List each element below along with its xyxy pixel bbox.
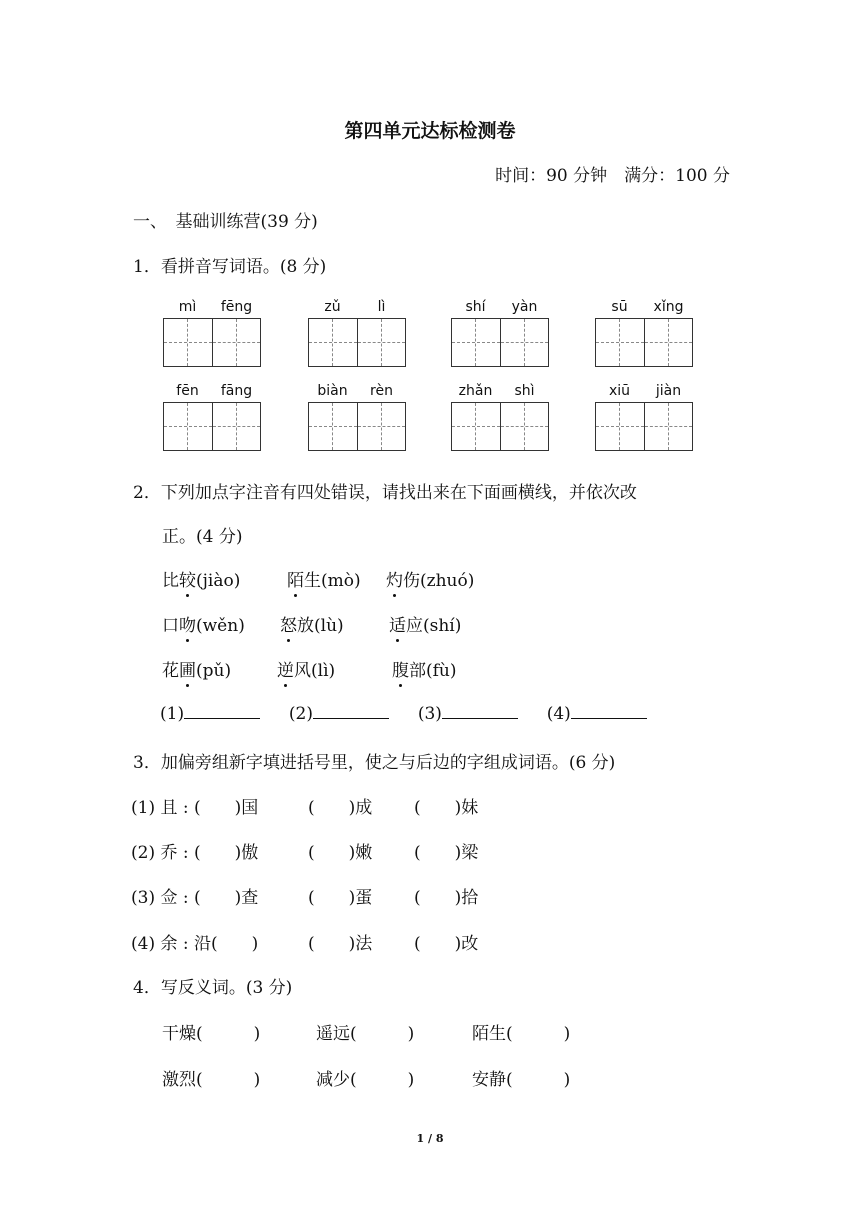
item-text: 伤(zhuó) [403, 571, 475, 591]
item-text: 口 [162, 616, 179, 636]
writing-boxes [595, 402, 693, 451]
pinyin-syllable: xiū [608, 383, 631, 399]
radical-item: ( )梁 [414, 843, 479, 863]
answer-blank[interactable] [313, 704, 389, 719]
pronunciation-item [287, 566, 361, 591]
answer-blank[interactable] [442, 704, 518, 719]
writing-boxes [308, 402, 406, 451]
radical-item: ( )成 [308, 798, 373, 818]
writing-cell[interactable] [212, 319, 260, 366]
pinyin-syllable: yàn [511, 299, 538, 315]
dotted-character: 圃 [179, 656, 196, 681]
pronunciation-item [162, 566, 240, 591]
radical-item: (1) 且 : ( )国 [131, 798, 259, 818]
radical-item: ( )法 [308, 934, 373, 954]
pronunciation-item [162, 656, 231, 681]
writing-cell[interactable] [309, 403, 357, 450]
section-heading: 一、 基础训练营(39 分) [133, 212, 318, 232]
dotted-character: 腹 [392, 656, 409, 681]
pronunciation-item [162, 611, 245, 636]
pinyin-syllable: jiàn [655, 383, 682, 399]
pronunciation-item [277, 656, 335, 681]
writing-boxes [595, 318, 693, 367]
page-title: 第四单元达标检测卷 [344, 120, 516, 142]
item-text: (jiào) [196, 571, 241, 591]
pinyin-syllable: fēn [176, 383, 199, 399]
antonym-item: 陌生( ) [472, 1024, 571, 1044]
pinyin-syllable: shì [514, 383, 535, 399]
radical-item: ( )嫩 [308, 843, 373, 863]
radical-item: ( )蛋 [308, 888, 373, 908]
writing-boxes [163, 318, 261, 367]
dotted-character: 灼 [386, 566, 403, 591]
pinyin-syllable: mì [178, 299, 197, 315]
antonym-item: 干燥( ) [162, 1024, 261, 1044]
item-text: 放(lù) [297, 616, 344, 636]
writing-cell[interactable] [644, 319, 692, 366]
writing-cell[interactable] [357, 403, 405, 450]
dotted-character: 怒 [280, 611, 297, 636]
writing-cell[interactable] [212, 403, 260, 450]
pinyin-syllable: zǔ [324, 299, 341, 315]
item-text: 应(shí) [406, 616, 462, 636]
pinyin-syllable: lì [377, 299, 386, 315]
pinyin-syllable: shí [465, 299, 486, 315]
radical-item: ( )妹 [414, 798, 479, 818]
pinyin-syllable: fāng [220, 383, 253, 399]
writing-boxes [163, 402, 261, 451]
radical-item: ( )改 [414, 934, 479, 954]
pinyin-syllable: fēng [220, 299, 253, 315]
dotted-character: 吻 [179, 611, 196, 636]
blank-label: (1) [160, 704, 185, 724]
pronunciation-item [392, 656, 457, 681]
pronunciation-item [280, 611, 344, 636]
dotted-character: 较 [179, 566, 196, 591]
pinyin-syllable: rèn [370, 383, 393, 399]
question-2-label-cont: 正。(4 分) [162, 527, 243, 547]
blank-label: (4) [546, 704, 571, 724]
pronunciation-item [389, 611, 461, 636]
writing-cell[interactable] [357, 319, 405, 366]
dotted-character: 逆 [277, 656, 294, 681]
item-text: 花 [162, 661, 179, 681]
radical-item: (4) 余 : 沿( ) [131, 934, 259, 954]
writing-cell[interactable] [452, 403, 500, 450]
item-text: 比 [162, 571, 179, 591]
radical-item: (2) 乔 : ( )傲 [131, 843, 259, 863]
answer-blank[interactable] [571, 704, 647, 719]
answer-blanks [160, 704, 647, 724]
question-2-label: 2．下列加点字注音有四处错误，请找出来在下面画横线，并依次改 [133, 483, 637, 503]
pronunciation-item [386, 566, 474, 591]
antonym-item: 遥远( ) [316, 1024, 415, 1044]
pinyin-syllable: xǐng [653, 299, 684, 315]
pinyin-syllable: biàn [317, 383, 348, 399]
item-text: (wěn) [196, 616, 245, 636]
item-text: (pǔ) [196, 661, 232, 681]
writing-cell[interactable] [309, 319, 357, 366]
dotted-character: 陌 [287, 566, 304, 591]
radical-item: ( )拾 [414, 888, 479, 908]
writing-cell[interactable] [452, 319, 500, 366]
page-number: 1 / 8 [416, 1132, 444, 1145]
item-text: 风(lì) [294, 661, 336, 681]
writing-cell[interactable] [596, 319, 644, 366]
antonym-item: 减少( ) [316, 1070, 415, 1090]
blank-label: (3) [417, 704, 442, 724]
question-3-label: 3．加偏旁组新字填进括号里，使之与后边的字组成词语。(6 分) [133, 753, 616, 773]
writing-cell[interactable] [500, 403, 548, 450]
writing-cell[interactable] [644, 403, 692, 450]
dotted-character: 适 [389, 611, 406, 636]
writing-boxes [451, 402, 549, 451]
writing-cell[interactable] [500, 319, 548, 366]
pinyin-syllable: sū [611, 299, 628, 315]
item-text: 部(fù) [409, 661, 457, 681]
answer-blank[interactable] [184, 704, 260, 719]
writing-cell[interactable] [596, 403, 644, 450]
antonym-item: 安静( ) [472, 1070, 571, 1090]
question-1-label: 1．看拼音写词语。(8 分) [133, 257, 327, 277]
writing-cell[interactable] [164, 319, 212, 366]
radical-item: (3) 佥 : ( )查 [131, 888, 259, 908]
blank-label: (2) [288, 704, 313, 724]
exam-meta: 时间：90 分钟 满分：100 分 [495, 166, 730, 186]
antonym-item: 激烈( ) [162, 1070, 261, 1090]
writing-boxes [451, 318, 549, 367]
question-4-label: 4．写反义词。(3 分) [133, 978, 293, 998]
pinyin-syllable: zhǎn [458, 383, 493, 399]
item-text: 生(mò) [304, 571, 361, 591]
writing-cell[interactable] [164, 403, 212, 450]
writing-boxes [308, 318, 406, 367]
